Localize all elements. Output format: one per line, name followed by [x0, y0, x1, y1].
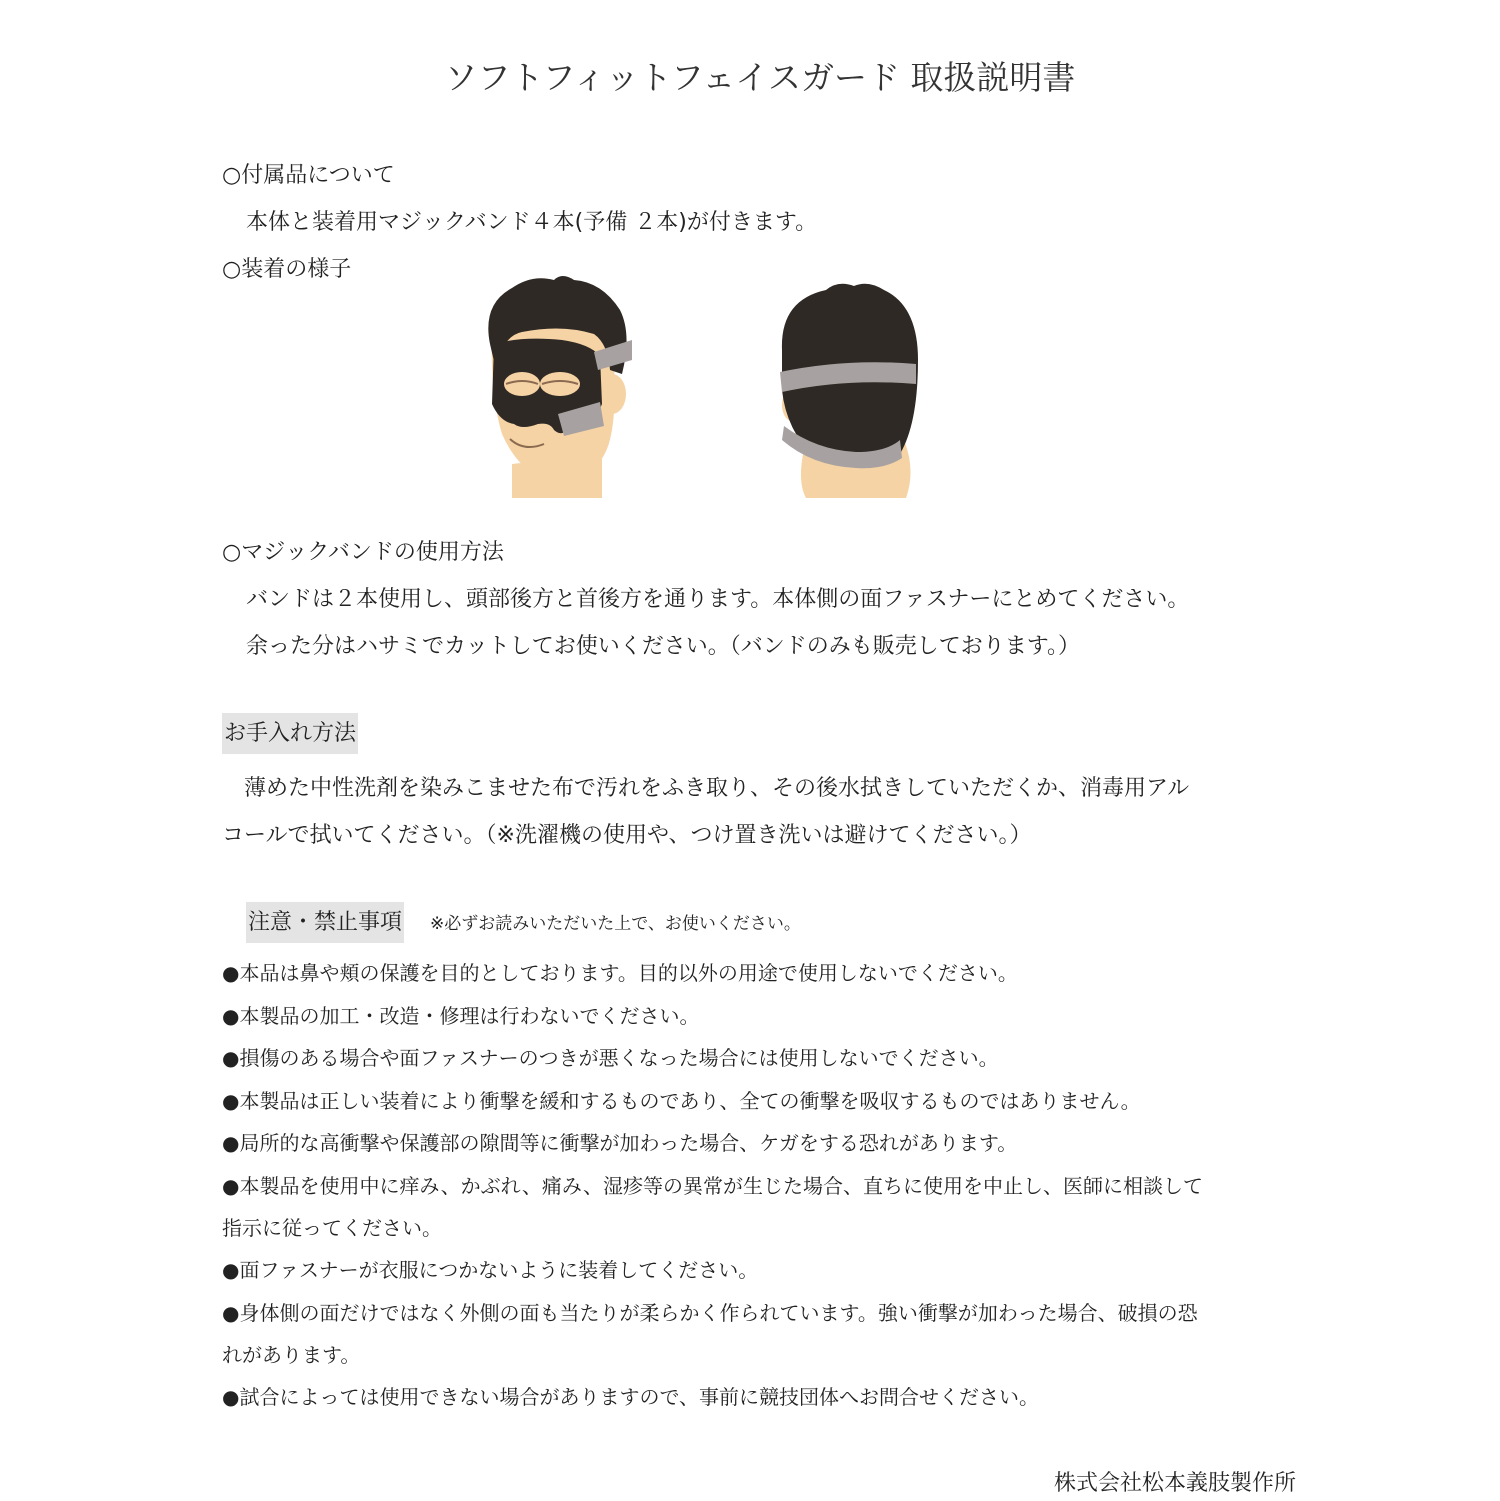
care-heading: お手入れ方法	[222, 713, 358, 754]
face-guard-front-view-illustration	[482, 274, 634, 498]
band-usage-line-2: 余った分はハサミでカットしてお使いください。（バンドのみも販売しております。）	[246, 634, 1081, 659]
caution-item: ●本製品を使用中に痒み、かぶれ、痛み、湿疹等の異常が生じた場合、直ちに使用を中止し、医師に相談して	[222, 1174, 1204, 1198]
caution-item-continuation: れがあります。	[222, 1343, 361, 1367]
accessories-heading: ○付属品について	[222, 163, 395, 188]
company-name: 株式会社松本義肢製作所	[1053, 1471, 1296, 1496]
care-line-1: 薄めた中性洗剤を染みこませた布で汚れをふき取り、その後水拭きしていただくか、消毒用アル	[222, 776, 1190, 801]
care-line-2: コールで拭いてください。（※洗濯機の使用や、つけ置き洗いは避けてください。）	[222, 823, 1032, 848]
wearing-heading: ○装着の様子	[222, 257, 352, 282]
cautions-header-row	[246, 905, 801, 936]
band-usage-heading: ○マジックバンドの使用方法	[222, 540, 504, 565]
cautions-note: ※必ずお読みいただいた上で、お使いください。	[430, 914, 801, 934]
caution-item: ●本製品の加工・改造・修理は行わないでください。	[222, 1004, 700, 1028]
caution-item: ●試合によっては使用できない場合がありますので、事前に競技団体へお問合せください。	[222, 1385, 1040, 1409]
page-title: ソフトフィットフェイスガード 取扱説明書	[444, 58, 1076, 97]
caution-item: ●面ファスナーが衣服につかないように装着してください。	[222, 1258, 759, 1282]
caution-item: ●身体側の面だけではなく外側の面も当たりが柔らかく作られています。強い衝撃が加わった場合、破損の恐	[222, 1301, 1198, 1325]
caution-item: ●損傷のある場合や面ファスナーのつきが悪くなった場合には使用しないでください。	[222, 1046, 999, 1070]
caution-item: ●局所的な高衝撃や保護部の隙間等に衝撃が加わった場合、ケガをする恐れがあります。	[222, 1131, 1018, 1155]
cautions-heading: 注意・禁止事項	[246, 902, 404, 943]
caution-item: ●本製品は正しい装着により衝撃を緩和するものであり、全ての衝撃を吸収するものではありません。	[222, 1089, 1141, 1113]
care-heading-wrap	[222, 716, 358, 747]
caution-item-continuation: 指示に従ってください。	[222, 1216, 442, 1240]
band-usage-line-1: バンドは２本使用し、頭部後方と首後方を通ります。本体側の面ファスナーにとめてください。	[246, 587, 1190, 612]
caution-item: ●本品は鼻や頬の保護を目的としております。目的以外の用途で使用しないでください。	[222, 961, 1018, 985]
face-guard-back-view-illustration	[776, 280, 926, 498]
accessories-text: 本体と装着用マジックバンド４本(予備 ２本)が付きます。	[246, 210, 818, 235]
